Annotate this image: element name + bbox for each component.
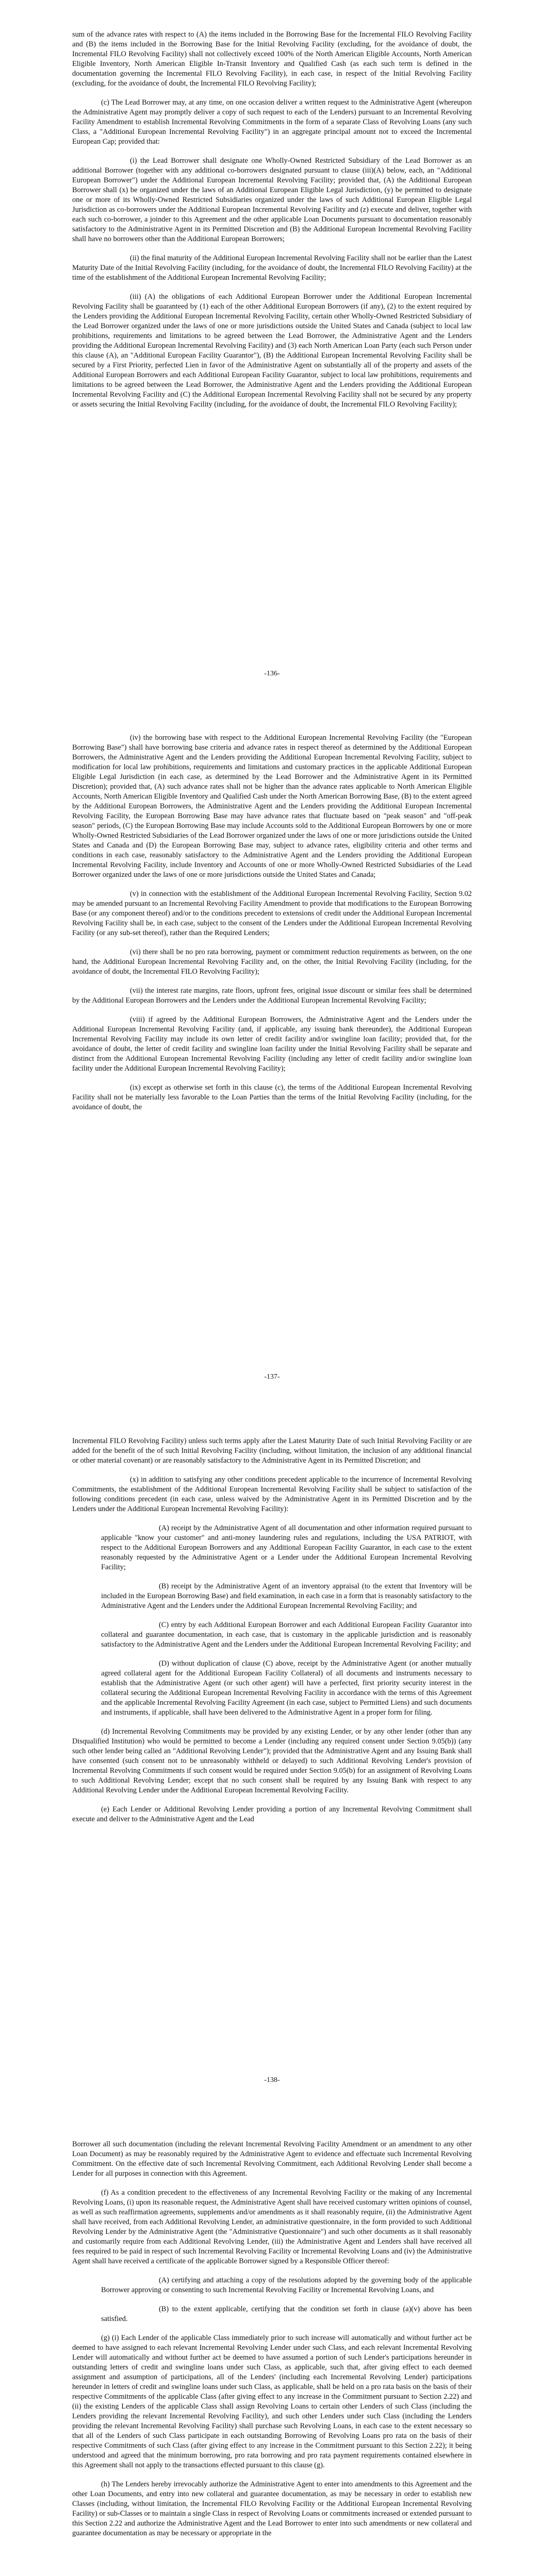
paragraph: (i) the Lead Borrower shall designate one Wholly-Owned Restricted Subsidiary of the Lead Borrower as an additional Borrower (together with any additional co-borrowers designated pursuant to clause (iii)(A) below, each, an "Additional European Borrower") under the Additional European Incremental Revolving Facility; provided that, (A) the Additional European Borrower shall (x) be organized under the laws of an Additional European Eligible Legal Jurisdiction, (y) be permitted to designate one or more of its Wholly-Owned Restricted Subsidiaries organized under the laws of such Additional European Eligible Legal Jurisdiction as co-borrowers under the Additional European Incremental Revolving Facility and (z) execute and deliver, together with each such co-borrower, a joinder to this Agreement and the other applicable Loan Documents pursuant to documentation reasonably satisfactory to the Administrative Agent in its Permitted Discretion and (B) the Additional European Incremental Revolving Facility shall have no borrowers other than the Additional European Borrowers; — [72, 157, 472, 243]
page-body — [72, 1436, 472, 1834]
page-number: -137- — [264, 1373, 280, 1381]
paragraph: (g) (i) Each Lender of the applicable Class immediately prior to such increase will automatically and without further act be deemed to have assigned to each relevant Incremental Revolving Lender under such Class, and each relevant Incremental Revolving Lender will automatically and without further act be deemed to have assumed a portion of such Lender's participations hereunder in outstanding letters of credit and swingline loans under such Class, as applicable, such that, after giving effect to each deemed assignment and assumption of participations, all of the Lenders' (including each Incremental Revolving Lender) participations hereunder in letters of credit and swingline loans under such Class, as applicable, shall be held on a pro rata basis on the basis of their respective Commitments of the applicable Class (after giving effect to any increase in the Commitment pursuant to Section 2.22) and (ii) the existing Lenders of the applicable Class shall assign Revolving Loans to certain other Lenders of such Class (including the Lenders providing the relevant Incremental Revolving Facility), and such other Lenders under such Class (including the Lenders providing the relevant Incremental Revolving Facility) shall purchase such Revolving Loans, in each case to the extent necessary so that all of the Lenders of such Class participate in each outstanding Borrowing of Revolving Loans pro rata on the basis of their respective Commitments of such Class (after giving effect to any increase in the Commitment pursuant to this Section 2.22); it being understood and agreed that the minimum borrowing, pro rata borrowing and pro rata payment requirements contained elsewhere in this Agreement shall not apply to the transactions effected pursuant to this clause (g). — [72, 2334, 472, 2469]
paragraph: (f) As a condition precedent to the effectiveness of any Incremental Revolving Facility or the making of any Incremental Revolving Loans, (i) upon its reasonable request, the Administrative Agent shall have received customary written opinions of counsel, as well as such reaffirmation agreements, supplements and/or amendments as it shall reasonably require, (ii) the Administrative Agent shall have received, from each Additional Revolving Lender, an administrative questionnaire, in the form provided to such Additional Revolving Lender by the Administrative Agent (the "Administrative Questionnaire") and such other documents as it shall reasonably and customarily require from each Additional Revolving Lender, (iii) the Administrative Agent and Lenders shall have received all fees required to be paid in respect of such Incremental Revolving Facility or Incremental Revolving Loans and (iv) the Administrative Agent shall have received a certificate of the applicable Borrower signed by a Responsible Officer thereof: — [72, 2189, 472, 2265]
paragraph: (ix) except as otherwise set forth in this clause (c), the terms of the Additional European Incremental Revolving Facility shall not be materially less favorable to the Loan Parties than the terms of the Initial Revolving Facility (including, for the avoidance of doubt, the — [72, 1083, 472, 1111]
page-body — [72, 30, 472, 419]
paragraph: (x) in addition to satisfying any other conditions precedent applicable to the incurrence of Incremental Revolving Commitments, the establishment of the Additional European Incremental Revolving Facility shall be subject to satisfaction of the following conditions precedent (in each case, unless waived by the Administrative Agent in its Permitted Discretion and by the Lenders under the Additional European Incremental Revolving Facility): — [72, 1476, 472, 1513]
paragraph: (v) in connection with the establishment of the Additional European Incremental Revolving Facility, Section 9.02 may be amended pursuant to an Incremental Revolving Facility Amendment to provide that modifications to the European Borrowing Base (or any component thereof) and/or to the conditions precedent to extensions of credit under the Additional European Incremental Revolving Facility shall be, in each case, subject to the consent of the Lenders under the Additional European Incremental Revolving Facility (or any sub-set thereof), rather than the Required Lenders; — [72, 890, 472, 937]
paragraph: (iv) the borrowing base with respect to the Additional European Incremental Revolving Facility (the "European Borrowing Base") shall have borrowing base criteria and advance rates in respect thereof as determined by the Additional European Borrowers, the Administrative Agent and the Lenders providing the Additional European Incremental Revolving Facility, subject to modification for local law prohibitions, requirements and limitations and customary practices in the applicable Additional European Eligible Legal Jurisdiction (in each case, as determined by the Lead Borrower and the Administrative Agent in its Permitted Discretion); provided that, (A) such advance rates shall not be higher than the advance rates applicable to North American Eligible Accounts, North American Eligible Inventory and Qualified Cash under the North American Borrowing Base, (B) to the extent agreed by the Additional European Borrowers, the Administrative Agent and the Lenders providing the Additional European Incremental Revolving Facility, the European Borrowing Base may have advance rates that fluctuate based on "peak season" and "off-peak season" periods, (C) the European Borrowing Base may include Accounts sold to the Additional European Borrowers by one or more Wholly-Owned Restricted Subsidiaries of the Lead Borrower organized under the laws of one or more jurisdictions outside the United States and Canada and (D) the European Borrowing Base may, subject to advance rates, eligibility criteria and other terms and conditions in each case, reasonably satisfactory to the Administrative Agent and the Lenders providing the Additional European Incremental Revolving Facility, include Inventory and Accounts of one or more Wholly-Owned Restricted Subsidiaries of the Lead Borrower organized under the laws of one or more jurisdictions outside the United States and Canada; — [72, 734, 472, 879]
paragraph: (vii) the interest rate margins, rate floors, upfront fees, original issue discount or similar fees shall be determined by the Additional European Borrowers and the Lenders under the Additional European Incremental Revolving Facility; — [72, 987, 472, 1005]
page-body — [72, 733, 472, 1122]
document-page — [0, 2110, 544, 2576]
paragraph: (h) The Lenders hereby irrevocably authorize the Administrative Agent to enter into amendments to this Agreement and the other Loan Documents, and entry into new collateral and guarantee documentation, as may be necessary in order to establish new Classes (including, without limitation, the Incremental FILO Revolving Facility or the Additional European Incremental Revolving Facility) or sub-Classes or to maintain a single Class in respect of Revolving Loans or commitments increased or extended pursuant to this Section 2.22 and authorize the Administrative Agent and the Lead Borrower to enter into such amendments or new collateral and guarantee documentation as may be necessary or appropriate in the — [72, 2480, 472, 2537]
paragraph: (A) receipt by the Administrative Agent of all documentation and other information required pursuant to applicable "know your customer" and anti-money laundering rules and regulations, including the USA PATRIOT, with respect to the Additional European Borrowers and any Additional European Facility Guarantor, in each case to the extent reasonably requested by the Administrative Agent or a Lender under the Additional European Incremental Revolving Facility; — [101, 1524, 472, 1571]
page-body — [72, 2140, 472, 2548]
paragraph: (C) entry by each Additional European Borrower and each Additional European Facility Guarantor into collateral and guarantee documentation, in each case, that is customary in the applicable jurisdiction and is reasonably satisfactory to the Administrative Agent and the Lenders under the Additional European Incremental Revolving Facility; and — [101, 1621, 472, 1649]
paragraph: (viii) if agreed by the Additional European Borrowers, the Administrative Agent and the Lenders under the Additional European Incremental Revolving Facility (and, if applicable, any issuing bank thereunder), the Additional European Incremental Revolving Facility may include its own letter of credit facility and/or swingline loan facility; provided that, for the avoidance of doubt, the letter of credit facility and swingline loan facility under the Initial Revolving Facility shall be separate and distinct from the Additional European Incremental Revolving Facility (including any letter of credit facility and/or swingline loan facility under the Additional European Incremental Revolving Facility); — [72, 1015, 472, 1073]
paragraph: (ii) the final maturity of the Additional European Incremental Revolving Facility shall not be earlier than the Latest Maturity Date of the Initial Revolving Facility (including, for the avoidance of doubt, the Incremental FILO Revolving Facility) at the time of the establishment of the Additional European Incremental Revolving Facility; — [72, 254, 472, 282]
paragraph: (iii) (A) the obligations of each Additional European Borrower under the Additional European Incremental Revolving Facility shall be guaranteed by (1) each of the other Additional European Borrowers (if any), (2) to the extent required by the Lenders providing the Additional European Incremental Revolving Facility, certain other Wholly-Owned Restricted Subsidiary of the Lead Borrower organized under the laws of one or more jurisdictions outside the United States and Canada (subject to local law prohibitions, requirements and limitations to be agreed between the Lead Borrower, the Administrative Agent and the Lenders providing the Additional European Incremental Revolving Facility) and (3) each North American Loan Party (each such Person under this clause (A), an "Additional European Facility Guarantor"), (B) the Additional European Incremental Revolving Facility shall be secured by a First Priority, perfected Lien in favor of the Administrative Agent on substantially all of the property and assets of the Additional European Borrowers and each Additional European Facility Guarantor, subject to local law prohibitions, requirements and limitations to be agreed between the Lead Borrower, the Administrative Agent and the Lenders providing the Additional European Incremental Revolving Facility and (C) the Additional European Incremental Revolving Facility shall not be secured by any property or assets securing the Initial Revolving Facility (including, for the avoidance of doubt, the Incremental FILO Revolving Facility); — [72, 293, 472, 409]
paragraph: Incremental FILO Revolving Facility) unless such terms apply after the Latest Maturity Date of such Initial Revolving Facility or are added for the benefit of the of such Initial Revolving Facility (including, without limitation, the inclusion of any additional financial or other material covenant) or are reasonably satisfactory to the Administrative Agent in its Permitted Discretion; and — [72, 1437, 472, 1465]
paragraph: (B) receipt by the Administrative Agent of an inventory appraisal (to the extent that Inventory will be included in the European Borrowing Base) and field examination, in each case in a form that is reasonably satisfactory to the Administrative Agent and the Lenders under the Additional European Incremental Revolving Facility; and — [101, 1582, 472, 1610]
paragraph: (A) certifying and attaching a copy of the resolutions adopted by the governing body of the applicable Borrower approving or consenting to such Incremental Revolving Facility or Incremental Revolving Loans, and — [101, 2276, 472, 2294]
paragraph: Borrower all such documentation (including the relevant Incremental Revolving Facility Amendment or an amendment to any other Loan Document) as may be reasonably required by the Administrative Agent to evidence and effectuate such Incremental Revolving Commitment. On the effective date of such Incremental Revolving Commitment, each Additional Revolving Lender shall become a Lender for all purposes in connection with this Agreement. — [72, 2140, 472, 2178]
document-page — [0, 0, 544, 703]
paragraph: (c) The Lead Borrower may, at any time, on one occasion deliver a written request to the Administrative Agent (whereupon the Administrative Agent may promptly deliver a copy of such request to each of the Lenders) pursuant to an Incremental Revolving Facility Amendment to establish Incremental Revolving Commitments in the form of a separate Class of Revolving Loans (any such Class, a "Additional European Incremental Revolving Facility") in an aggregate principal amount not to exceed the Incremental European Cap; provided that: — [72, 98, 472, 146]
paragraph: (vi) there shall be no pro rata borrowing, payment or commitment reduction requirements as between, on the one hand, the Additional European Incremental Revolving Facility and, on the other, the Initial Revolving Facility (including, for the avoidance of doubt, the Incremental FILO Revolving Facility); — [72, 948, 472, 976]
paragraph: (d) Incremental Revolving Commitments may be provided by any existing Lender, or by any other lender (other than any Disqualified Institution) who would be permitted to become a Lender (including any required consent under Section 9.05(b)) (any such other lender being called an "Additional Revolving Lender"); provided that the Administrative Agent and any Issuing Bank shall have consented (such consent not to be unreasonably withheld or delayed) to such Additional Revolving Lender's provision of Incremental Revolving Commitments if such consent would be required under Section 9.05(b) for an assignment of Revolving Loans to such Additional Revolving Lender; except that no such consent shall be required by any Issuing Bank with respect to any Additional Revolving Lender under the Additional European Incremental Revolving Facility. — [72, 1727, 472, 1794]
page-number: -136- — [264, 670, 280, 677]
page-number: -138- — [264, 2076, 280, 2084]
document-page — [0, 703, 544, 1406]
paragraph: (B) to the extent applicable, certifying that the condition set forth in clause (a)(v) above has been satisfied. — [101, 2305, 472, 2323]
document-page — [0, 1406, 544, 2110]
paragraph: sum of the advance rates with respect to (A) the items included in the Borrowing Base for the Incremental FILO Revolving Facility and (B) the items included in the Borrowing Base for the Initial Revolving Facility (excluding, for the avoidance of doubt, the Incremental FILO Revolving Facility) shall not collectively exceed 100% of the North American Eligible Accounts, North American Eligible Inventory, North American Eligible In-Transit Inventory and Qualified Cash (as each such term is defined in the documentation governing the Incremental FILO Revolving Facility), in each case, in respect of the Initial Revolving Facility (excluding, for the avoidance of doubt, the Incremental FILO Revolving Facility); — [72, 30, 472, 88]
paragraph: (D) without duplication of clause (C) above, receipt by the Administrative Agent (or another mutually agreed collateral agent for the Additional European Facility Collateral) of all documents and instruments necessary to establish that the Administrative Agent (or such other agent) will have a perfected, first priority security interest in the collateral securing the Additional European Incremental Revolving Facility in accordance with the terms of this Agreement and the applicable Incremental Revolving Facility Agreement (in each case, subject to Permitted Liens) and such documents and instruments, if applicable, shall have been delivered to the Administrative Agent in a proper form for filing. — [101, 1659, 472, 1717]
paragraph: (e) Each Lender or Additional Revolving Lender providing a portion of any Incremental Revolving Commitment shall execute and deliver to the Administrative Agent and the Lead — [72, 1805, 472, 1823]
